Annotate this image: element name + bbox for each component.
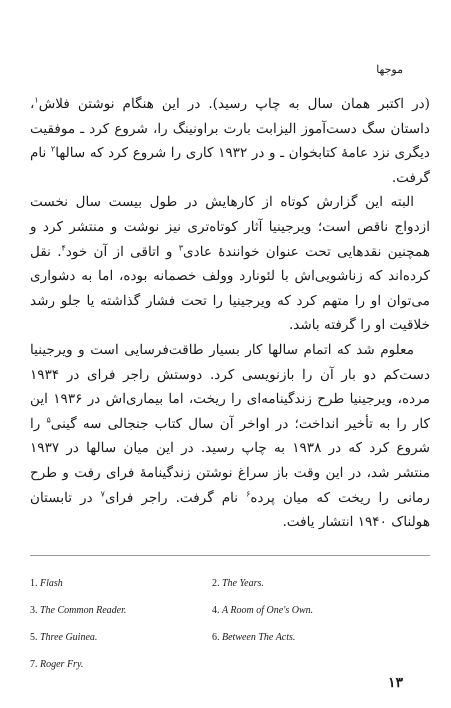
footnote-marker: ۲ bbox=[50, 144, 56, 154]
footnote-marker: ۶ bbox=[246, 488, 251, 498]
footnote bbox=[30, 659, 212, 670]
footnote-number: 5. bbox=[30, 632, 40, 643]
footnote bbox=[30, 578, 212, 589]
footnote-number: 6. bbox=[212, 632, 222, 643]
footnotes bbox=[30, 570, 430, 678]
text-run: (در اکتبر همان سال به چاپ رسید). در این هنگام نوشتن فلاش bbox=[38, 96, 430, 112]
footnote-row bbox=[30, 570, 430, 597]
running-header: موجها bbox=[376, 63, 403, 76]
footnote bbox=[30, 605, 212, 616]
footnote-number: 7. bbox=[30, 659, 40, 670]
footnote-marker: ۳ bbox=[178, 243, 184, 253]
footnote-title: The Years. bbox=[222, 578, 264, 589]
footnote-marker: ۵ bbox=[46, 415, 51, 425]
footnote-number: 4. bbox=[212, 605, 222, 616]
footnote-row bbox=[30, 597, 430, 624]
footnote-title: Three Guinea. bbox=[40, 632, 98, 643]
footnote bbox=[212, 632, 394, 643]
footnote-number: 2. bbox=[212, 578, 222, 589]
page-number: ۱۳ bbox=[387, 675, 403, 691]
footnote bbox=[30, 632, 212, 643]
footnote-row bbox=[30, 624, 430, 651]
text-run: در تابستان هولناک ۱۹۴۰ انتشار یافت. bbox=[30, 489, 430, 531]
footnote-marker: ۱ bbox=[34, 95, 39, 105]
footnote-title: Roger Fry. bbox=[40, 659, 84, 670]
footnote bbox=[212, 605, 394, 616]
text-run: نام گرفت. bbox=[30, 145, 430, 186]
footnote-title: Between The Acts. bbox=[222, 632, 296, 643]
text-run: را شروع کرد که در ۱۹۳۸ به چاپ رسید. در این میان سالها در ۱۹۳۷ منتشر شد، در این وقت باز سراغ نوشتن زندگینامهٔ فرای رفت و طرح رمانی را ریخت که میان پرده bbox=[30, 415, 430, 506]
paragraph bbox=[30, 92, 430, 190]
text-run: . نقل کرده‌اند که زناشویی‌اش با لئونارد وولف خصمانه بوده، اما به دشواری می‌توان او را متهم کرد که ویرجینیا را تحت فشار گذاشته یا جلو رشد خلاقیت او را گرفته باشد. bbox=[30, 243, 430, 334]
footnote bbox=[212, 578, 394, 589]
text-run: معلوم شد که اتمام سالها کار بسیار طاقت‌فرسایی است و ویرجینیا دست‌کم دو بار آن را بازنویسی کرد. دوستش راجر فرای در ۱۹۳۴ مرده، ویرجینیا طرح زندگینامه‌ای را ریخت، اما بیماری‌اش در ۱۹۳۶ این کار را به تأخیر انداخت؛ در اواخر آن سال کتاب جنجالی سه گینی bbox=[30, 341, 431, 432]
body-text bbox=[30, 92, 430, 535]
footnote-marker: ۴ bbox=[61, 243, 66, 253]
text-run: نام گرفت. راجر فرای bbox=[104, 489, 247, 506]
footnote-row bbox=[30, 651, 430, 678]
footnote-number: 3. bbox=[30, 605, 40, 616]
footnote-title: A Room of One's Own. bbox=[222, 605, 314, 616]
footnote-marker: ۷ bbox=[100, 488, 105, 498]
footnote-title: The Common Reader. bbox=[40, 605, 127, 616]
text-run: البته این گزارش کوتاه از کارهایش در طول بیست سال نخست ازدواج ناقص است؛ ویرجینیا آثار کوتاه‌تری نیز نوشت و منتشر کرد و همچنین نقدهایی تحت عنوان خوانندهٔ عادی bbox=[30, 194, 430, 260]
paragraph bbox=[30, 338, 430, 535]
paragraph bbox=[30, 190, 430, 338]
text-run: ، داستان سگ دست‌آموز الیزابت بارت براونینگ را، شروع کرد ـ موفقیت دیگری نزد عامهٔ کتابخوان ـ و در ۱۹۳۲ کاری را شروع کرد که سالها bbox=[30, 96, 430, 162]
footnote-title: Flash bbox=[40, 578, 63, 589]
text-run: و اتاقی از آن خود bbox=[65, 243, 179, 260]
footnote-number: 1. bbox=[30, 578, 40, 589]
footnote-divider bbox=[30, 555, 430, 556]
